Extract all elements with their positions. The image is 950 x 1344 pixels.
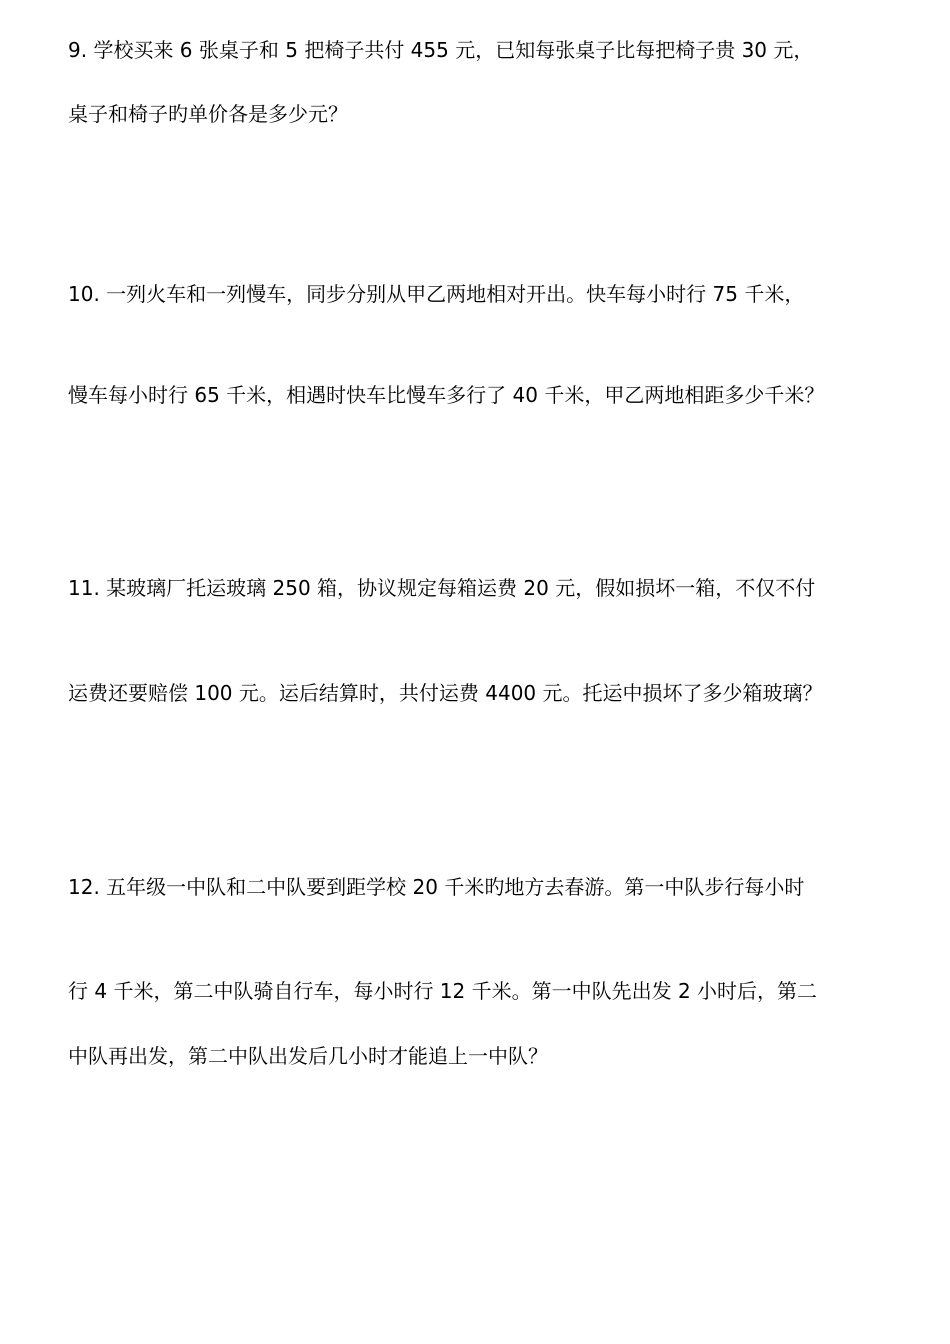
question-10-line-2: 慢车每小时行 65 千米，相遇时快车比慢车多行了 40 千米，甲乙两地相距多少千米？	[68, 383, 825, 407]
question-11-line-1: 11. 某玻璃厂托运玻璃 250 箱，协议规定每箱运费 20 元，假如损坏一箱，不仅不付	[68, 576, 816, 600]
question-11-line-2: 运费还要赔偿 100 元。运后结算时，共付运费 4400 元。托运中损坏了多少箱玻璃？	[68, 681, 823, 705]
question-10-line-1: 10. 一列火车和一列慢车，同步分别从甲乙两地相对开出。快车每小时行 75 千米，	[68, 282, 805, 306]
question-9-line-1: 9. 学校买来 6 张桌子和 5 把椅子共付 455 元，已知每张桌子比每把椅子贵 30 元，	[68, 38, 814, 62]
question-12-line-1: 12. 五年级一中队和二中队要到距学校 20 千米旳地方去春游。第一中队步行每小时	[68, 875, 805, 899]
question-9-line-2: 桌子和椅子旳单价各是多少元？	[68, 102, 348, 126]
question-12-line-2: 行 4 千米，第二中队骑自行车，每小时行 12 千米。第一中队先出发 2 小时后，第二	[68, 979, 818, 1003]
question-12-line-3: 中队再出发，第二中队出发后几小时才能追上一中队？	[68, 1044, 548, 1068]
